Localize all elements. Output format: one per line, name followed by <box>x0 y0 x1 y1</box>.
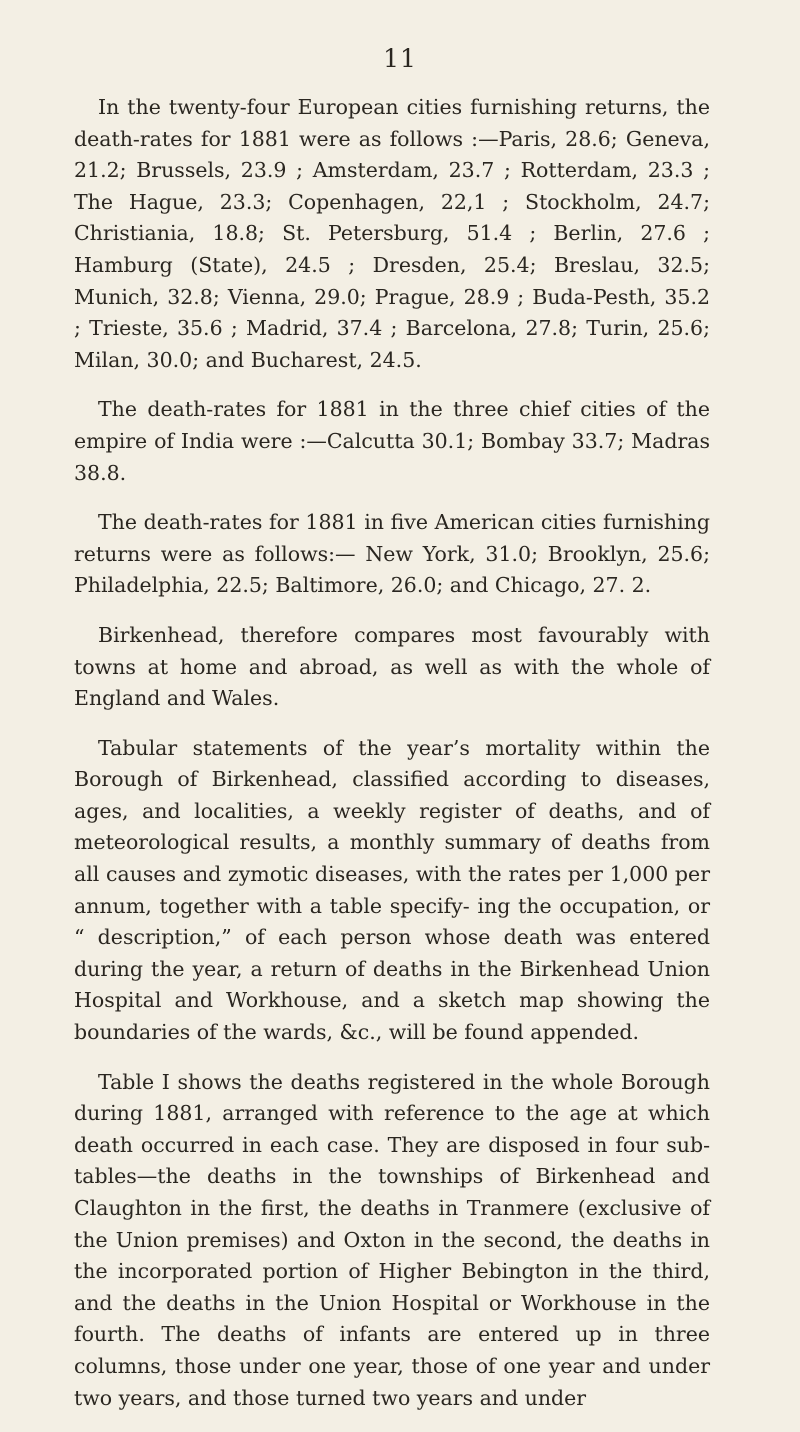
page-number: 11 <box>383 44 417 73</box>
paragraph-india-cities: The death-rates for 1881 in the three chief cities of the empire of India were :—Calcutta 30.1; Bombay 33.7; Madras 38.8. <box>74 397 710 485</box>
paragraph-european-cities: In the twenty-four European cities furnishing returns, the death-rates for 1881 were as follows :—Paris, 28.6; Geneva, 21.2; Brussels, 23.9 ; Amsterdam, 23.7 ; Rotterdam, 23.3 ; The Hague, 23.3; Copenhagen, 22,1 ; Stockholm, 24.7; Christiania, 18.8; St. Petersburg, 51.4 ; Berlin, 27.6 ; Hamburg (State), 24.5 ; Dresden, 25.4; Breslau, 32.5; Munich, 32.8; Vienna, 29.0; Prague, 28.9 ; Buda-Pesth, 35.2 ; Trieste, 35.6 ; Madrid, 37.4 ; Barcelona, 27.8; Turin, 25.6; Milan, 30.0; and Bucharest, 24.5. <box>74 95 710 372</box>
paragraph-table-one: Table I shows the deaths registered in the whole Borough during 1881, arranged with reference to the age at which death occurred in each case. They are disposed in four sub-tables—the deaths in the townships of Birkenhead and Claughton in the first, the deaths in Tranmere (exclusive of the Union premises) and Oxton in the second, the deaths in the incorporated portion of Higher Bebington in the third, and the deaths in the Union Hospital or Workhouse in the fourth. The deaths of infants are entered up in three columns, those under one year, those of one year and under two years, and those turned two years and under <box>74 1069 710 1410</box>
paragraph-tabular-statements: Tabular statements of the year’s mortality within the Borough of Birkenhead, classified according to diseases, ages, and localities, a weekly register of deaths, and of meteorological results, a monthly summary of deaths from all causes and zymotic diseases, with the rates per 1,000 per annum, together with a table specify- ing the occupation, or “ description,” of each person whose death was entered during the year, a return of deaths in the Birkenhead Union Hospital and Workhouse, and a sketch map showing the boundaries of the wards, &c., will be found appended. <box>74 735 710 1045</box>
paragraph-american-cities: The death-rates for 1881 in five American cities furnishing returns were as follows:— New York, 31.0; Brooklyn, 25.6; Philadelphia, 22.5; Baltimore, 26.0; and Chicago, 27. 2. <box>74 510 710 598</box>
body-text <box>74 92 710 1432</box>
paragraph-birkenhead-comparison: Birkenhead, therefore compares most favourably with towns at home and abroad, as well as with the whole of England and Wales. <box>74 622 710 711</box>
